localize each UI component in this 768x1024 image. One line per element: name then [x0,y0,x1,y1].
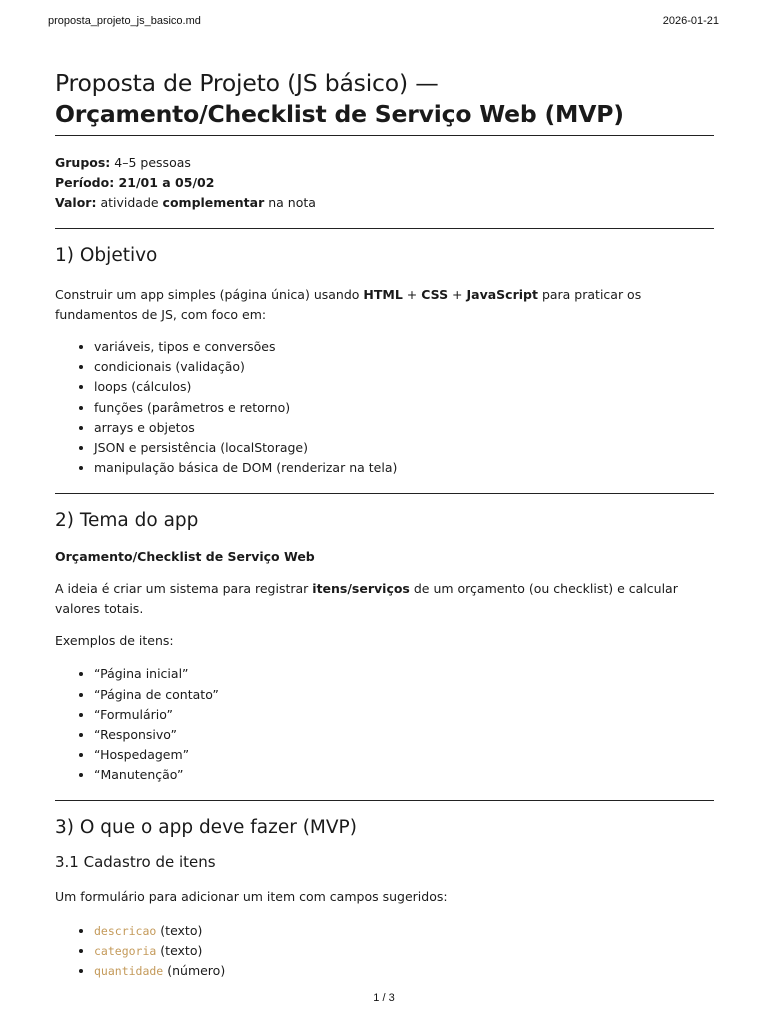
list-item: • “Manutenção” [94,765,714,785]
list-item: • “Formulário” [94,705,714,725]
section-2-subtitle: Orçamento/Checklist de Serviço Web [55,549,315,565]
list-item: • “Hospedagem” [94,745,714,765]
page-number: 1 / 3 [373,992,395,1004]
objective-list [55,337,714,478]
list-item: • funções (parâmetros e retorno) [94,398,714,418]
document-body [55,68,714,981]
print-date: 2026-01-21 [662,15,719,27]
section-divider [55,800,714,801]
examples-label: Exemplos de itens: [55,633,174,649]
list-item: • “Página inicial” [94,664,714,684]
project-meta [55,153,714,213]
section-3-heading: 3) O que o app deve fazer (MVP) [55,816,357,838]
examples-list [55,664,714,785]
list-item: • quantidade (número) [94,961,714,981]
section-3-paragraph: Um formulário para adicionar um item com campos sugeridos: [55,888,448,904]
list-item: • variáveis, tipos e conversões [94,337,714,357]
list-item: • categoria (texto) [94,941,714,961]
section-2-heading: 2) Tema do app [55,510,199,532]
file-name: proposta_projeto_js_basico.md [48,15,201,27]
section-1-heading: 1) Objetivo [55,245,158,266]
title-divider [55,135,714,136]
list-item: • arrays e objetos [94,418,714,438]
list-item: • “Página de contato” [94,685,714,705]
print-header [48,15,719,27]
section-divider [55,228,714,229]
section-1-paragraph: Construir um app simples (página única) usando HTML + CSS + JavaScript para praticar os fundamentos de JS, com foco em: [55,287,642,322]
meta-grupos: Grupos: 4–5 pessoas [55,155,191,170]
meta-periodo: Período: 21/01 a 05/02 [55,175,215,190]
list-item: • JSON e persistência (localStorage) [94,438,714,458]
meta-valor: Valor: atividade complementar na nota [55,195,316,210]
list-item: • “Responsivo” [94,725,714,745]
list-item: • loops (cálculos) [94,377,714,397]
list-item: • descricao (texto) [94,921,714,941]
list-item: • condicionais (validação) [94,357,714,377]
section-divider [55,493,714,494]
page-title [55,68,714,130]
subsection-3-1-heading: 3.1 Cadastro de itens [55,852,216,871]
section-2-paragraph: A ideia é criar um sistema para registrar itens/serviços de um orçamento (ou checklist) e calcular valores totais. [55,581,678,617]
title-line-2: Orçamento/Checklist de Serviço Web (MVP) [55,100,624,128]
list-item: • manipulação básica de DOM (renderizar na tela) [94,458,714,478]
fields-list [55,921,714,982]
title-line-1: Proposta de Projeto (JS básico) — [55,69,439,97]
